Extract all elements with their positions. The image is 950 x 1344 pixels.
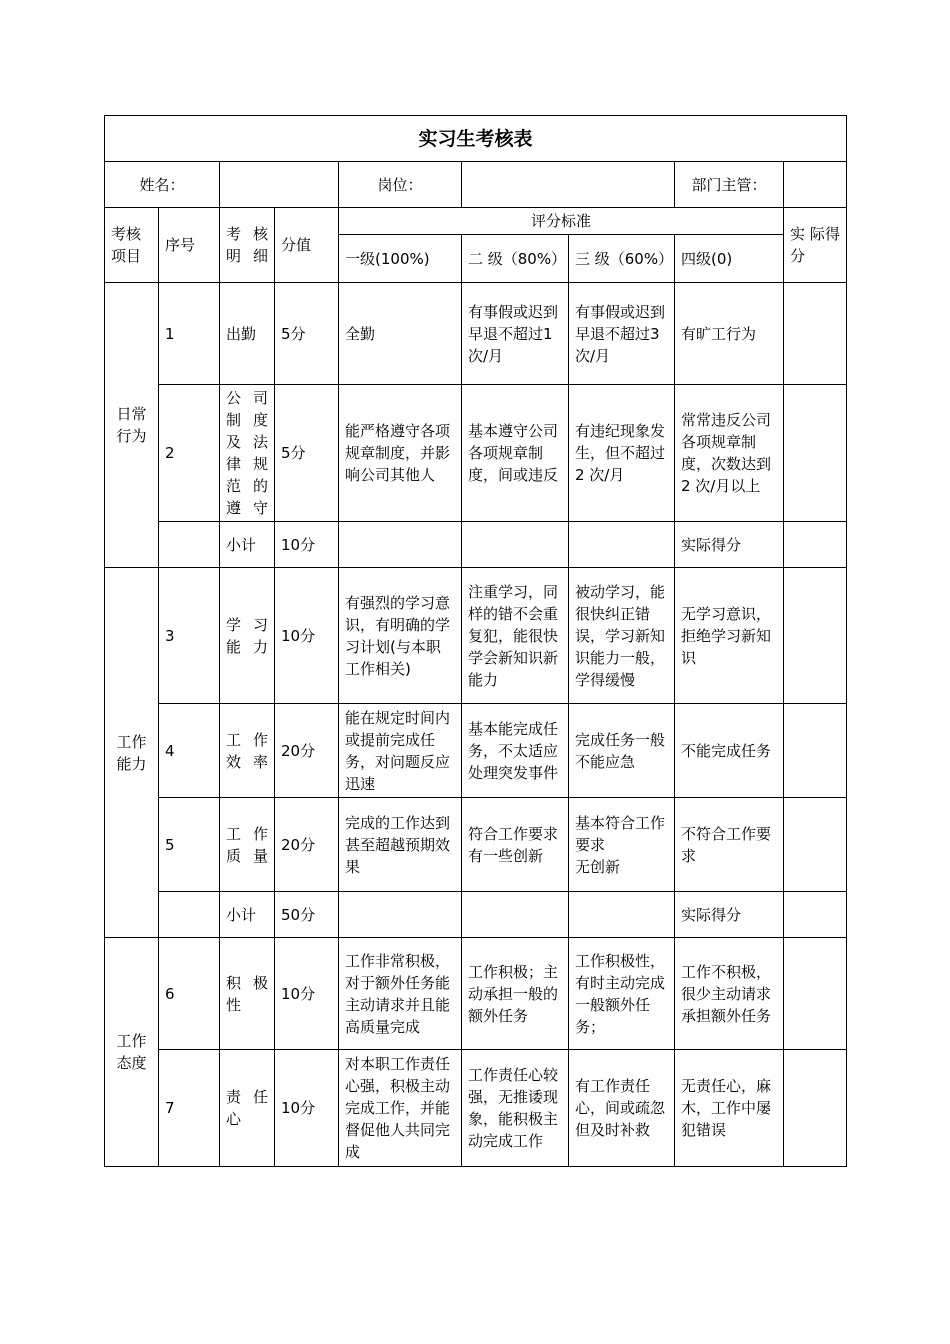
subtotal-blank — [462, 522, 569, 568]
subtotal-blank — [569, 522, 675, 568]
subtotal-label: 小计 — [220, 522, 275, 568]
table-row — [105, 1050, 847, 1167]
table-row — [105, 283, 847, 385]
subtotal-actual-label: 实际得分 — [675, 522, 784, 568]
row-level2: 注重学习，同样的错不会重复犯，能很快学会新知识新能力 — [462, 568, 569, 704]
table-title: 实习生考核表 — [105, 116, 847, 162]
row-seq: 2 — [159, 385, 220, 522]
row-level4: 不符合工作要求 — [675, 798, 784, 892]
row-level3: 有工作责任心，间或疏忽但及时补救 — [569, 1050, 675, 1167]
row-level4: 有旷工行为 — [675, 283, 784, 385]
row-item: 学 习能力 — [220, 568, 275, 704]
row-level4: 常常违反公司各项规章制度，次数达到 2 次/月以上 — [675, 385, 784, 522]
subtotal-row — [105, 522, 847, 568]
subtotal-blank — [339, 522, 462, 568]
subtotal-label: 小计 — [220, 892, 275, 938]
row-level2: 工作责任心较强，无推诿现象，能积极主动完成工作 — [462, 1050, 569, 1167]
row-level1: 能在规定时间内或提前完成任务，对问题反应迅速 — [339, 704, 462, 798]
dept-head-value[interactable] — [784, 162, 847, 208]
header-category: 考核项目 — [105, 208, 159, 283]
group-attitude: 工作态度 — [105, 938, 159, 1167]
subtotal-seq — [159, 522, 220, 568]
row-item: 工 作效率 — [220, 704, 275, 798]
row-seq: 6 — [159, 938, 220, 1050]
row-actual-score[interactable] — [784, 938, 847, 1050]
row-item: 出勤 — [220, 283, 275, 385]
subtotal-actual-score[interactable] — [784, 522, 847, 568]
header-level3: 三 级（60%） — [569, 235, 675, 283]
subtotal-seq — [159, 892, 220, 938]
row-level2: 基本能完成任务，不太适应处理突发事件 — [462, 704, 569, 798]
header-detail: 考 核明细 — [220, 208, 275, 283]
name-label: 姓名： — [105, 162, 220, 208]
row-level4: 不能完成任务 — [675, 704, 784, 798]
header-actual: 实 际得分 — [784, 208, 847, 283]
row-actual-score[interactable] — [784, 704, 847, 798]
row-seq: 7 — [159, 1050, 220, 1167]
header-level4: 四级(0) — [675, 235, 784, 283]
position-value[interactable] — [462, 162, 675, 208]
row-item: 积 极性 — [220, 938, 275, 1050]
row-level3: 工作积极性，有时主动完成一般额外任务； — [569, 938, 675, 1050]
intern-evaluation-table — [104, 115, 847, 1167]
header-seq: 序号 — [159, 208, 220, 283]
row-seq: 5 — [159, 798, 220, 892]
row-actual-score[interactable] — [784, 798, 847, 892]
row-actual-score[interactable] — [784, 283, 847, 385]
subtotal-score: 50分 — [275, 892, 339, 938]
row-item: 工 作质量 — [220, 798, 275, 892]
row-score: 5分 — [275, 283, 339, 385]
subtotal-actual-label: 实际得分 — [675, 892, 784, 938]
row-level3: 有违纪现象发生，但不超过 2 次/月 — [569, 385, 675, 522]
row-level2: 符合工作要求 有一些创新 — [462, 798, 569, 892]
row-level3: 基本符合工作要求 无创新 — [569, 798, 675, 892]
row-level1: 全勤 — [339, 283, 462, 385]
row-level2: 工作积极；主动承担一般的额外任务 — [462, 938, 569, 1050]
row-item: 公 司 制 度 及 法 律 规 范 的遵守 — [220, 385, 275, 522]
table-row — [105, 568, 847, 704]
row-score: 20分 — [275, 798, 339, 892]
subtotal-row — [105, 892, 847, 938]
row-item: 责 任心 — [220, 1050, 275, 1167]
row-level1: 能严格遵守各项规章制度，并影响公司其他人 — [339, 385, 462, 522]
row-level1: 有强烈的学习意识，有明确的学习计划(与本职工作相关) — [339, 568, 462, 704]
row-score: 10分 — [275, 568, 339, 704]
table-row — [105, 798, 847, 892]
row-level4: 工作不积极，很少主动请求承担额外任务 — [675, 938, 784, 1050]
row-score: 5分 — [275, 385, 339, 522]
table-row — [105, 938, 847, 1050]
header-level2: 二 级（80%） — [462, 235, 569, 283]
row-actual-score[interactable] — [784, 385, 847, 522]
row-actual-score[interactable] — [784, 1050, 847, 1167]
row-actual-score[interactable] — [784, 568, 847, 704]
row-level3: 被动学习，能很快纠正错误，学习新知识能力一般，学得缓慢 — [569, 568, 675, 704]
group-ability: 工作能力 — [105, 568, 159, 938]
row-level3: 有事假或迟到早退不超过3次/月 — [569, 283, 675, 385]
row-level4: 无责任心，麻木，工作中屡犯错误 — [675, 1050, 784, 1167]
row-level4: 无学习意识，拒绝学习新知识 — [675, 568, 784, 704]
subtotal-blank — [339, 892, 462, 938]
row-seq: 4 — [159, 704, 220, 798]
row-seq: 3 — [159, 568, 220, 704]
table-row — [105, 385, 847, 522]
header-level1: 一级(100%) — [339, 235, 462, 283]
row-level3: 完成任务一般 不能应急 — [569, 704, 675, 798]
row-level1: 对本职工作责任心强，积极主动完成工作，并能督促他人共同完成 — [339, 1050, 462, 1167]
subtotal-blank — [462, 892, 569, 938]
position-label: 岗位： — [339, 162, 462, 208]
row-level1: 完成的工作达到甚至超越预期效果 — [339, 798, 462, 892]
row-score: 10分 — [275, 938, 339, 1050]
row-level2: 有事假或迟到早退不超过1次/月 — [462, 283, 569, 385]
row-score: 20分 — [275, 704, 339, 798]
name-value[interactable] — [220, 162, 339, 208]
subtotal-blank — [569, 892, 675, 938]
header-standard: 评分标准 — [339, 208, 784, 235]
group-daily: 日常行为 — [105, 283, 159, 568]
row-score: 10分 — [275, 1050, 339, 1167]
dept-head-label: 部门主管： — [675, 162, 784, 208]
subtotal-score: 10分 — [275, 522, 339, 568]
header-score: 分值 — [275, 208, 339, 283]
row-seq: 1 — [159, 283, 220, 385]
subtotal-actual-score[interactable] — [784, 892, 847, 938]
row-level2: 基本遵守公司各项规章制度，间或违反 — [462, 385, 569, 522]
table-row — [105, 704, 847, 798]
row-level1: 工作非常积极，对于额外任务能主动请求并且能高质量完成 — [339, 938, 462, 1050]
